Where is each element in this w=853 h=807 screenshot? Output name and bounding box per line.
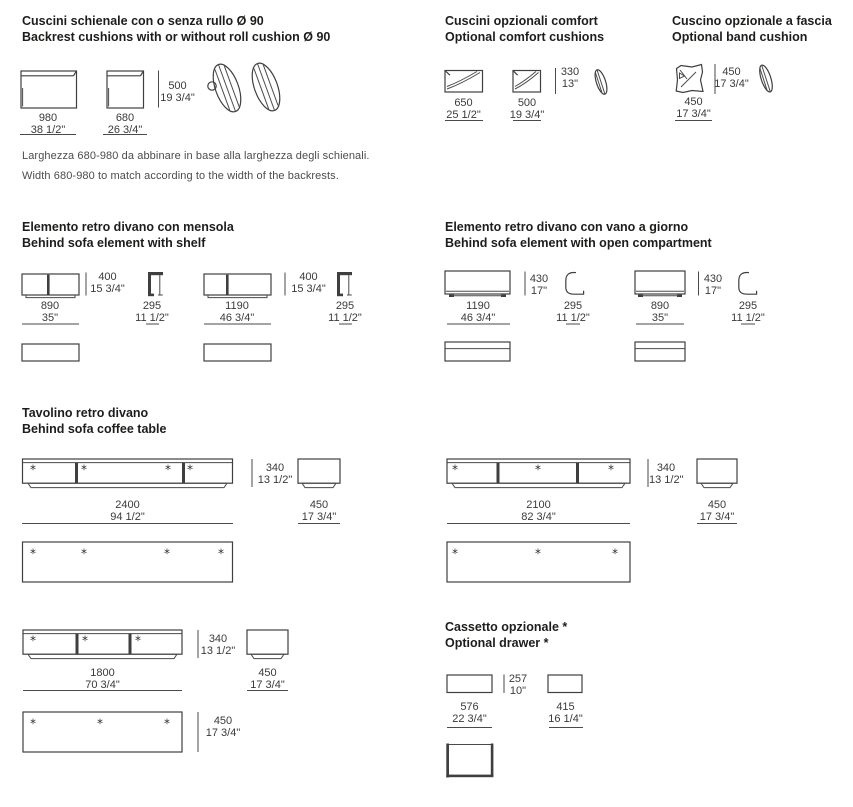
section-title-shelf	[22, 220, 234, 251]
dim-mm: 450	[309, 499, 329, 511]
coffee-table-2100-front-drawing	[447, 459, 630, 488]
svg-text:*: *	[30, 462, 36, 477]
dim-label-295-shelf-a	[132, 301, 172, 324]
dim-inches: 17 3/4"	[676, 107, 711, 120]
dim-label-500-height	[159, 81, 196, 104]
dim-inches: 46 3/4"	[219, 311, 255, 324]
section-title-coffee-en: Behind sofa coffee table	[22, 421, 167, 436]
open-element-890-front-drawing	[635, 271, 685, 297]
roll-cushion-drawing-2	[247, 60, 286, 115]
section-title-backrest-it: Cuscini schienale con o senza rullo Ø 90	[22, 14, 264, 28]
coffee-table-2400-top-drawing	[23, 542, 233, 582]
section-title-shelf-en: Behind sofa element with shelf	[22, 235, 206, 250]
dim-inches: 10"	[509, 684, 527, 697]
svg-text:*: *	[452, 462, 458, 477]
band-cushion-drawing	[676, 65, 703, 93]
dim-mm: 500	[168, 80, 187, 92]
dim-label-450-band-width	[674, 97, 713, 120]
dim-inches: 13 1/2"	[257, 473, 293, 486]
svg-text:*: *	[164, 546, 170, 561]
dim-inches: 17"	[704, 284, 722, 297]
dim-label-450-1800-top	[204, 716, 242, 739]
section-title-open-en: Behind sofa element with open compartment	[445, 235, 712, 250]
dim-inches: 13 1/2"	[200, 644, 236, 657]
dim-inches: 82 3/4"	[521, 510, 556, 523]
dim-mm: 330	[560, 66, 580, 78]
dim-mm: 257	[508, 673, 528, 685]
dim-mm: 1190	[466, 300, 490, 312]
section-title-comfort-it: Cuscini opzionali comfort	[445, 14, 598, 28]
dim-label-450-2400-side	[299, 500, 339, 523]
backrest-cushion-680-drawing	[107, 71, 144, 108]
dim-mm: 1190	[225, 300, 249, 312]
dim-mm: 890	[650, 300, 670, 312]
dim-inches: 17 3/4"	[301, 510, 337, 523]
dim-mm: 450	[684, 96, 703, 108]
svg-text:*: *	[165, 462, 171, 477]
dim-mm: 2400	[115, 499, 140, 511]
dim-mm: 980	[38, 112, 58, 124]
dim-inches: 22 3/4"	[452, 712, 487, 725]
dim-mm: 295	[335, 300, 355, 312]
comfort-cushion-500-drawing	[513, 71, 541, 93]
dim-inches: 17 3/4"	[205, 726, 241, 739]
dim-inches: 17 3/4"	[250, 678, 285, 691]
dim-label-430-open-a	[526, 274, 552, 297]
width-note-it: Larghezza 680-980 da abbinare in base alla larghezza degli schienali.	[22, 150, 370, 162]
dim-label-500-comfort	[507, 98, 547, 121]
svg-text:*: *	[608, 462, 614, 477]
svg-text:*: *	[82, 633, 88, 648]
dim-label-980	[28, 113, 68, 136]
dim-label-450-2100-side	[697, 500, 737, 523]
dim-label-890-open	[640, 301, 680, 324]
coffee-table-450-side-drawing	[298, 459, 340, 488]
section-title-backrest	[22, 14, 330, 45]
shelf-element-1190-top-drawing	[204, 344, 271, 361]
dim-label-1800	[82, 668, 123, 691]
dim-label-430-open-b	[700, 274, 726, 297]
section-title-comfort	[445, 14, 604, 45]
svg-text:*: *	[81, 462, 87, 477]
svg-text:*: *	[30, 546, 36, 561]
dim-mm: 576	[460, 701, 479, 713]
dim-mm: 450	[258, 667, 277, 679]
dim-inches: 15 3/4"	[90, 282, 125, 295]
dim-mm: 1800	[90, 667, 115, 679]
svg-text:*: *	[164, 716, 170, 731]
section-title-coffee	[22, 406, 166, 437]
dim-mm: 415	[556, 701, 575, 713]
dim-mm: 295	[738, 300, 758, 312]
svg-text:*: *	[535, 462, 541, 477]
svg-text:*: *	[30, 633, 36, 648]
dim-mm: 430	[703, 273, 723, 285]
shelf-element-1190-front-drawing	[204, 274, 271, 298]
shelf-element-890-front-drawing	[22, 274, 79, 298]
shelf-element-890-top-drawing	[22, 344, 79, 361]
dim-label-340-1800	[200, 634, 236, 657]
dim-label-340-2400	[257, 463, 293, 486]
svg-text:*: *	[187, 462, 193, 477]
dim-inches: 70 3/4"	[85, 678, 120, 691]
dim-inches: 38 1/2"	[30, 123, 66, 136]
svg-text:*: *	[81, 546, 87, 561]
dim-mm: 650	[454, 97, 473, 109]
dim-inches: 13 1/2"	[649, 473, 684, 486]
section-title-comfort-en: Optional comfort cushions	[445, 29, 605, 44]
dim-inches: 11 1/2"	[135, 311, 169, 324]
dim-inches: 94 1/2"	[110, 510, 145, 523]
dim-label-680	[105, 113, 145, 136]
dim-label-2400	[107, 500, 148, 523]
dim-mm: 430	[529, 273, 549, 285]
svg-text:*: *	[218, 546, 224, 561]
dim-mm: 340	[656, 462, 676, 474]
dim-inches: 16 1/4"	[548, 712, 583, 725]
dim-mm: 450	[722, 66, 741, 78]
svg-text:*: *	[30, 716, 36, 731]
dim-label-450-band-height	[713, 67, 750, 90]
width-note-en: Width 680-980 to match according to the width of the backrests.	[22, 170, 339, 182]
coffee-table-2100-top-drawing	[447, 542, 630, 582]
shelf-element-295-side-drawing-2	[337, 272, 352, 296]
band-roll-drawing	[757, 64, 775, 94]
dim-label-295-open-b	[728, 301, 768, 324]
section-title-band	[672, 14, 832, 45]
dim-label-450-1800-side	[247, 668, 288, 691]
comfort-cushion-650-drawing	[445, 71, 483, 93]
roll-cushion-drawing-1	[208, 61, 247, 116]
dim-inches: 11 1/2"	[556, 311, 590, 324]
dim-label-890-shelf	[30, 301, 70, 324]
dim-label-400-shelf-a	[89, 272, 126, 295]
section-title-band-en: Optional band cushion	[672, 29, 808, 44]
open-element-295-side-drawing-2	[739, 273, 757, 295]
dim-mm: 295	[563, 300, 583, 312]
svg-text:*: *	[535, 546, 541, 561]
coffee-table-2400-front-drawing	[23, 459, 233, 488]
section-title-coffee-it: Tavolino retro divano	[22, 406, 149, 420]
open-element-890-top-drawing	[635, 342, 685, 361]
dim-label-1190-open	[458, 301, 498, 324]
dim-label-415	[545, 702, 586, 725]
dim-mm: 450	[213, 715, 233, 727]
section-title-drawer-it: Cassetto opzionale *	[445, 620, 568, 634]
dim-inches: 11 1/2"	[731, 311, 765, 324]
svg-text:*: *	[135, 633, 141, 648]
dim-inches: 17 3/4"	[699, 510, 735, 523]
dim-label-340-2100	[649, 463, 683, 486]
section-title-band-it: Cuscino opzionale a fascia	[672, 14, 832, 28]
dim-mm: 890	[40, 300, 60, 312]
dim-mm: 400	[98, 271, 117, 283]
section-title-drawer	[445, 620, 567, 651]
dim-inches: 26 3/4"	[107, 123, 143, 136]
coffee-table-450-side-drawing-3	[247, 630, 288, 659]
dim-inches: 17 3/4"	[714, 77, 749, 90]
dim-inches: 35"	[41, 311, 59, 324]
dim-label-650	[444, 98, 483, 121]
drawer-top-drawing	[446, 744, 493, 778]
dim-mm: 680	[115, 112, 135, 124]
dim-mm: 340	[265, 462, 285, 474]
open-element-1190-top-drawing	[445, 342, 510, 361]
drawer-415-front-drawing	[548, 675, 582, 693]
coffee-table-450-side-drawing-2	[697, 459, 737, 488]
dim-label-400-shelf-b	[290, 272, 327, 295]
dim-inches: 46 3/4"	[460, 311, 496, 324]
section-title-open-it: Elemento retro divano con vano a giorno	[445, 220, 689, 234]
dim-mm: 2100	[526, 499, 551, 511]
section-title-shelf-it: Elemento retro divano con mensola	[22, 220, 234, 234]
section-title-drawer-en: Optional drawer *	[445, 635, 549, 650]
dim-mm: 340	[208, 633, 228, 645]
dim-label-1190-shelf	[217, 301, 257, 324]
open-element-1190-front-drawing	[445, 271, 510, 297]
coffee-table-1800-front-drawing	[23, 630, 182, 659]
dim-inches: 17"	[530, 284, 548, 297]
shelf-element-295-side-drawing	[148, 272, 163, 296]
dim-mm: 500	[517, 97, 537, 109]
dim-inches: 11 1/2"	[328, 311, 362, 324]
dim-inches: 19 3/4"	[509, 108, 545, 121]
svg-text:*: *	[612, 546, 618, 561]
svg-text:*: *	[452, 546, 458, 561]
backrest-cushion-980-drawing	[21, 71, 77, 108]
dim-label-257	[505, 674, 531, 697]
dim-inches: 19 3/4"	[160, 91, 195, 104]
dim-inches: 15 3/4"	[291, 282, 326, 295]
dim-inches: 35"	[651, 311, 669, 324]
section-title-backrest-en: Backrest cushions with or without roll cushion Ø 90	[22, 29, 331, 44]
svg-text:*: *	[97, 716, 103, 731]
dim-inches: 13"	[561, 77, 579, 90]
dim-label-295-open-a	[553, 301, 593, 324]
coffee-table-1800-top-drawing	[23, 712, 182, 752]
dim-label-330-height	[557, 67, 583, 90]
dim-label-2100	[518, 500, 559, 523]
dim-mm: 295	[142, 300, 162, 312]
dim-mm: 450	[707, 499, 727, 511]
comfort-roll-drawing	[593, 68, 610, 95]
dim-label-576	[449, 702, 490, 725]
dim-label-295-shelf-b	[325, 301, 365, 324]
drawer-576-front-drawing	[447, 675, 492, 693]
section-title-open	[445, 220, 712, 251]
dim-mm: 400	[299, 271, 318, 283]
dim-inches: 25 1/2"	[446, 108, 481, 121]
open-element-295-side-drawing	[566, 273, 584, 295]
